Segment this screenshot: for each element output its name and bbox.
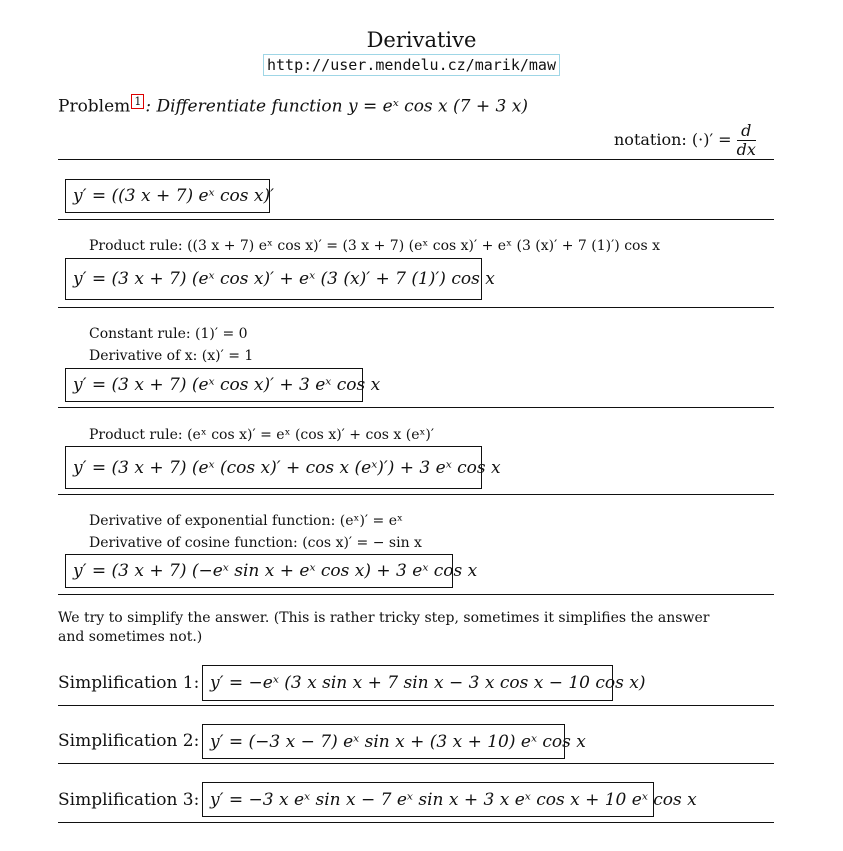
rule-note: Product rule: (eˣ cos x)′ = eˣ (cos x)′ + cos x (eˣ)′ xyxy=(89,427,435,443)
rule-note: Constant rule: (1)′ = 0 xyxy=(89,326,248,342)
rule-note: Product rule: ((3 x + 7) eˣ cos x)′ = (3 x + 7) (eˣ cos x)′ + eˣ (3 (x)′ + 7 (1)′) cos x xyxy=(89,238,661,254)
simplification-box-2: y′ = (−3 x − 7) eˣ sin x + (3 x + 10) eˣ cos x xyxy=(202,724,565,759)
result-box-step-4: y′ = (3 x + 7) (eˣ (cos x)′ + cos x (eˣ)′) + 3 eˣ cos x xyxy=(65,446,482,489)
simplification-label-1: Simplification 1: xyxy=(58,673,200,693)
divider xyxy=(58,705,774,706)
notation-denominator: dx xyxy=(736,140,756,159)
result-box-step-3: y′ = (3 x + 7) (eˣ cos x)′ + 3 eˣ cos x xyxy=(65,368,363,402)
problem-statement xyxy=(58,95,528,117)
divider xyxy=(58,307,774,308)
result-box-step-2: y′ = (3 x + 7) (eˣ cos x)′ + eˣ (3 (x)′ + 7 (1)′) cos x xyxy=(65,258,482,300)
notation-label: notation: (·)′ = xyxy=(614,130,732,149)
divider xyxy=(58,219,774,220)
rule-note: Derivative of x: (x)′ = 1 xyxy=(89,348,254,364)
notation-fraction xyxy=(737,122,756,159)
divider xyxy=(58,594,774,595)
page-title: Derivative xyxy=(366,28,477,52)
simplify-note: We try to simplify the answer. (This is rather tricky step, sometimes it simplifies the answer and sometimes not.) xyxy=(58,610,710,645)
problem-function: : Differentiate function y = eˣ cos x (7 + 3 x) xyxy=(145,96,528,117)
result-box-step-5: y′ = (3 x + 7) (−eˣ sin x + eˣ cos x) + 3 eˣ cos x xyxy=(65,554,453,588)
rule-note: Derivative of exponential function: (eˣ)′ = eˣ xyxy=(89,513,403,529)
problem-prefix: Problem xyxy=(58,96,131,117)
notation xyxy=(614,122,756,159)
simplification-label-3: Simplification 3: xyxy=(58,790,200,810)
simplification-label-2: Simplification 2: xyxy=(58,731,200,751)
result-box-step-1: y′ = ((3 x + 7) eˣ cos x)′ xyxy=(65,179,270,213)
divider xyxy=(58,822,774,823)
footnote-link[interactable]: 1 xyxy=(131,94,144,109)
rule-note: Derivative of cosine function: (cos x)′ = − sin x xyxy=(89,535,422,551)
simplification-box-1: y′ = −eˣ (3 x sin x + 7 sin x − 3 x cos x − 10 cos x) xyxy=(202,665,613,701)
notation-numerator: d xyxy=(737,122,756,141)
divider xyxy=(58,494,774,495)
source-url-link[interactable]: http://user.mendelu.cz/marik/maw xyxy=(263,54,560,76)
divider xyxy=(58,763,774,764)
divider xyxy=(58,159,774,160)
simplification-box-3: y′ = −3 x eˣ sin x − 7 eˣ sin x + 3 x eˣ cos x + 10 eˣ cos x xyxy=(202,782,654,817)
divider xyxy=(58,407,774,408)
